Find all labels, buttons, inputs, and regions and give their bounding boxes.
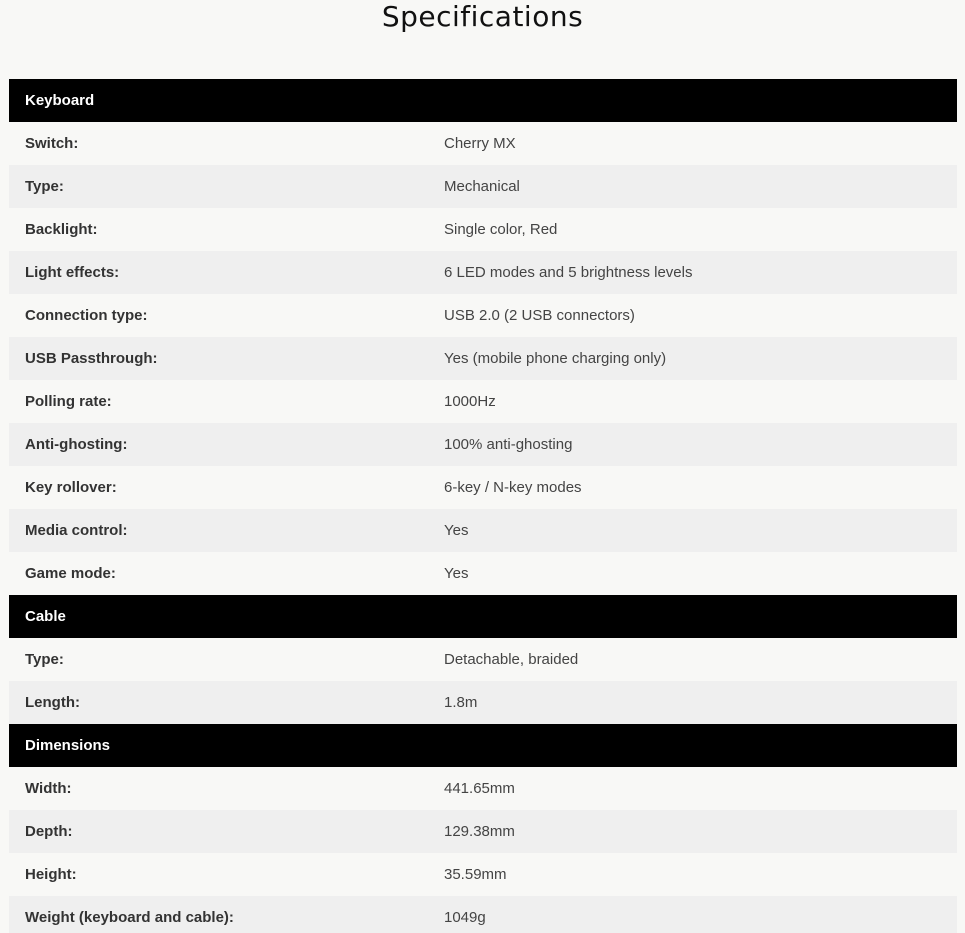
spec-label: USB Passthrough: [25, 350, 158, 367]
section-header-dimensions: Dimensions [9, 724, 957, 767]
section-header-cable: Cable [9, 595, 957, 638]
spec-value: 1000Hz [444, 393, 496, 410]
spec-row [9, 337, 957, 380]
spec-label: Anti-ghosting: [25, 436, 128, 453]
spec-label: Game mode: [25, 565, 116, 582]
spec-row [9, 122, 957, 165]
spec-value: Yes [444, 522, 469, 539]
spec-value: Cherry MX [444, 135, 516, 152]
spec-label: Type: [25, 651, 64, 668]
spec-row [9, 294, 957, 337]
spec-row [9, 509, 957, 552]
spec-row [9, 853, 957, 896]
spec-row [9, 810, 957, 853]
page-title: Specifications [381, 0, 584, 33]
spec-row [9, 208, 957, 251]
spec-value: Single color, Red [444, 221, 558, 238]
spec-label: Polling rate: [25, 393, 112, 410]
spec-label: Weight (keyboard and cable): [25, 909, 234, 926]
section-header-keyboard: Keyboard [9, 79, 957, 122]
spec-value: 100% anti-ghosting [444, 436, 573, 453]
spec-label: Type: [25, 178, 64, 195]
spec-row [9, 466, 957, 509]
spec-label: Width: [25, 780, 72, 797]
spec-value: Mechanical [444, 178, 520, 195]
spec-table [9, 79, 957, 933]
spec-value: 1049g [444, 909, 486, 926]
spec-value: 35.59mm [444, 866, 507, 883]
spec-row [9, 638, 957, 681]
spec-label: Depth: [25, 823, 73, 840]
spec-row [9, 165, 957, 208]
spec-row [9, 896, 957, 933]
spec-label: Media control: [25, 522, 128, 539]
spec-value: Yes [444, 565, 469, 582]
spec-row [9, 423, 957, 466]
spec-label: Connection type: [25, 307, 148, 324]
spec-row [9, 552, 957, 595]
spec-value: 6-key / N-key modes [444, 479, 582, 496]
spec-label: Length: [25, 694, 80, 711]
spec-row [9, 767, 957, 810]
spec-label: Height: [25, 866, 77, 883]
spec-label: Key rollover: [25, 479, 117, 496]
spec-row [9, 380, 957, 423]
spec-value: 1.8m [444, 694, 478, 711]
spec-value: 441.65mm [444, 780, 515, 797]
spec-label: Switch: [25, 135, 79, 152]
spec-row [9, 251, 957, 294]
spec-value: USB 2.0 (2 USB connectors) [444, 307, 635, 324]
spec-label: Light effects: [25, 264, 120, 281]
spec-label: Backlight: [25, 221, 98, 238]
spec-value: 6 LED modes and 5 brightness levels [444, 264, 693, 281]
spec-row [9, 681, 957, 724]
spec-value: 129.38mm [444, 823, 515, 840]
spec-value: Yes (mobile phone charging only) [444, 350, 667, 367]
spec-value: Detachable, braided [444, 651, 579, 668]
